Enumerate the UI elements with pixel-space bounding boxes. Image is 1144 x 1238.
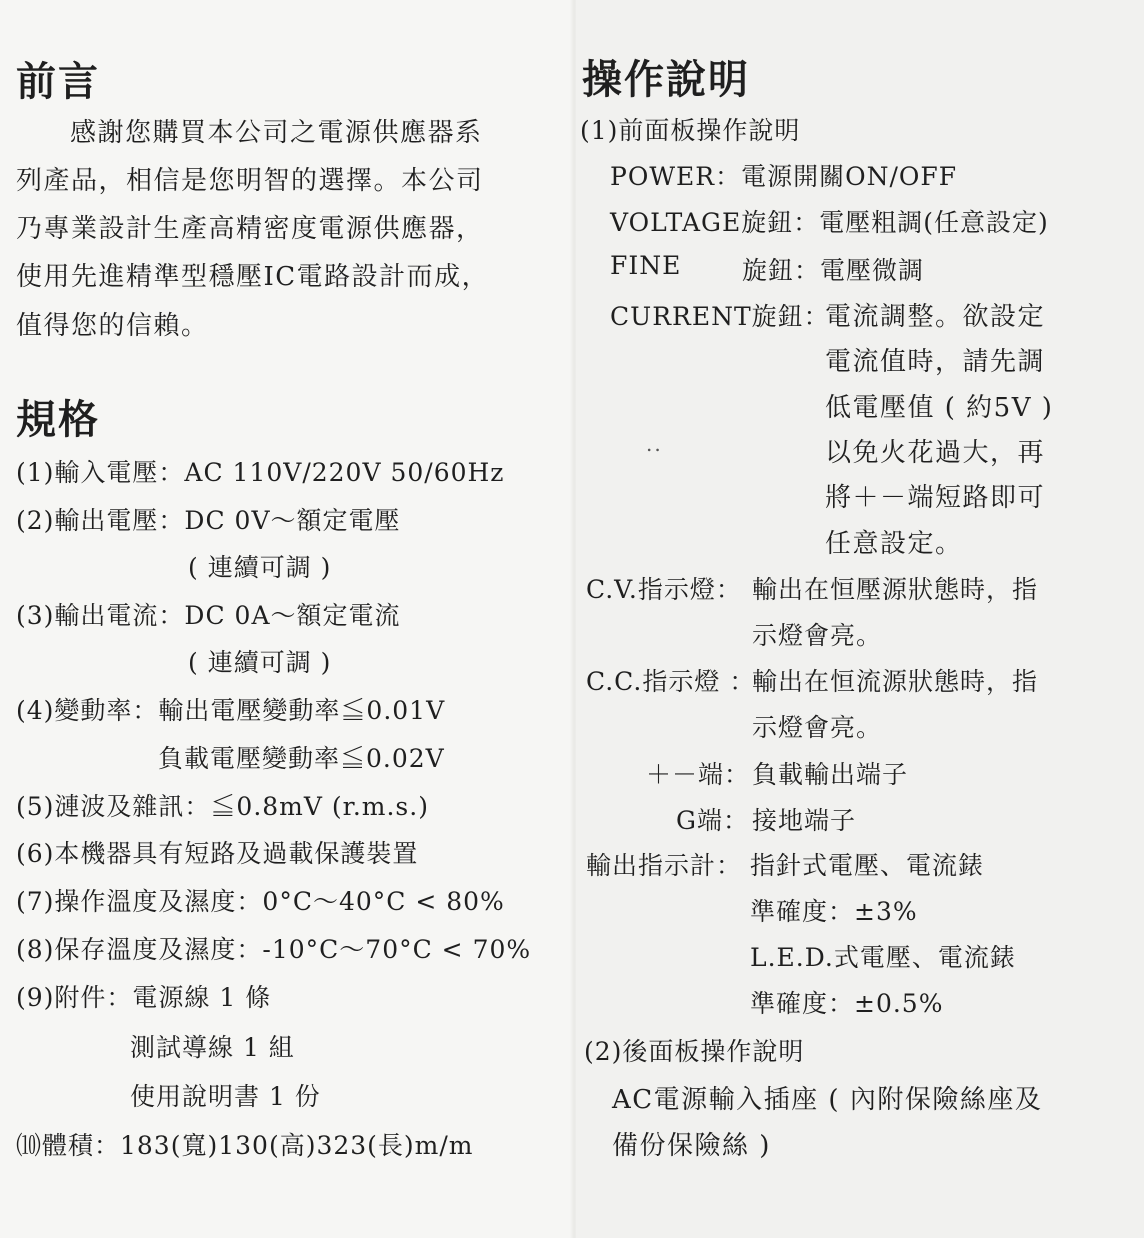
preface-line: 使用先進精準型穩壓IC電路設計而成， bbox=[16, 262, 490, 292]
spec-line: ( 連續可調 ) bbox=[188, 648, 332, 677]
fine-label: FINE bbox=[610, 251, 682, 280]
spec-line: (8)保存溫度及濕度：-10°C～70°C < 70% bbox=[16, 935, 532, 964]
spec-line: 負載電壓變動率≦0.02V bbox=[158, 744, 445, 773]
current-label: CURRENT旋鈕： bbox=[610, 302, 830, 331]
spec-line: (3)輸出電流：DC 0A～額定電流 bbox=[16, 601, 401, 630]
current-desc-line: 以免火花過大，再 bbox=[825, 438, 1046, 468]
meter-line: 指針式電壓、電流錶 bbox=[750, 851, 985, 880]
spec-line: (1)輸入電壓：AC 110V/220V 50/60Hz bbox=[16, 458, 505, 487]
meter-line: 準確度：±3% bbox=[750, 897, 918, 926]
preface-line: 列產品，相信是您明智的選擇。本公司 bbox=[16, 166, 484, 196]
cv-label: C.V.指示燈： bbox=[586, 575, 742, 604]
meter-line: L.E.D.式電壓、電流錶 bbox=[750, 943, 1016, 972]
preface-heading: 前言 bbox=[16, 58, 100, 105]
spec-line: ( 連續可調 ) bbox=[188, 553, 332, 582]
cv-desc-line: 示燈會亮。 bbox=[752, 621, 883, 650]
ground-label: G端： bbox=[676, 806, 749, 835]
rear-desc-line: AC電源輸入插座 ( 內附保險絲座及 bbox=[612, 1085, 1043, 1115]
current-desc-line: 電流值時，請先調 bbox=[825, 347, 1046, 377]
spec-line: (6)本機器具有短路及過載保護裝置 bbox=[16, 839, 419, 868]
meter-label: 輸出指示計： bbox=[586, 851, 743, 880]
cv-desc-line: 輸出在恒壓源狀態時，指 bbox=[752, 575, 1039, 604]
current-desc-line: 將＋－端短路即可 bbox=[825, 483, 1046, 513]
spec-line: (7)操作溫度及濕度：0°C～40°C < 80% bbox=[16, 887, 505, 916]
spec-line: (2)輸出電壓：DC 0V～額定電壓 bbox=[16, 506, 401, 535]
preface-line: 值得您的信賴。 bbox=[16, 311, 209, 341]
spec-line: (4)變動率：輸出電壓變動率≦0.01V bbox=[16, 696, 446, 725]
voltage-line: VOLTAGE旋鈕：電壓粗調(任意設定) bbox=[610, 208, 1049, 237]
current-desc-line: 電流調整。欲設定 bbox=[825, 302, 1046, 332]
cc-desc-line: 輸出在恒流源狀態時，指 bbox=[752, 667, 1039, 696]
spec-line: 使用說明書 1 份 bbox=[130, 1082, 321, 1111]
plus-minus-label: ＋－端： bbox=[646, 760, 751, 789]
spec-line: 測試導線 1 組 bbox=[130, 1033, 295, 1062]
spec-line: ⑽體積：183(寬)130(高)323(長)m/m bbox=[16, 1131, 474, 1160]
rear-panel-title: (2)後面板操作說明 bbox=[584, 1037, 805, 1066]
ground-desc: 接地端子 bbox=[752, 806, 857, 835]
preface-line: 乃專業設計生產高精密度電源供應器， bbox=[16, 214, 484, 244]
cc-label: C.C.指示燈 ： bbox=[586, 667, 756, 696]
front-panel-title: (1)前面板操作說明 bbox=[580, 116, 801, 145]
preface-line: 感謝您購買本公司之電源供應器系 bbox=[70, 118, 483, 148]
meter-line: 準確度：±0.5% bbox=[750, 989, 944, 1018]
plus-minus-desc: 負載輸出端子 bbox=[752, 760, 909, 789]
rear-desc-line: 備份保險絲 ) bbox=[612, 1131, 771, 1161]
operation-heading: 操作說明 bbox=[582, 56, 750, 103]
current-desc-line: 低電壓值 ( 約5V ) bbox=[825, 393, 1054, 423]
scan-dots: .. bbox=[646, 432, 663, 456]
spec-line: (5)漣波及雜訊：≦0.8mV (r.m.s.) bbox=[16, 792, 429, 821]
specs-heading: 規格 bbox=[16, 396, 100, 443]
current-desc-line: 任意設定。 bbox=[825, 529, 963, 559]
fine-desc: 旋鈕：電壓微調 bbox=[742, 256, 925, 285]
power-line: POWER：電源開關ON/OFF bbox=[610, 162, 958, 191]
spec-line: (9)附件：電源線 1 條 bbox=[16, 983, 272, 1012]
right-column bbox=[576, 0, 1144, 1238]
cc-desc-line: 示燈會亮。 bbox=[752, 713, 883, 742]
